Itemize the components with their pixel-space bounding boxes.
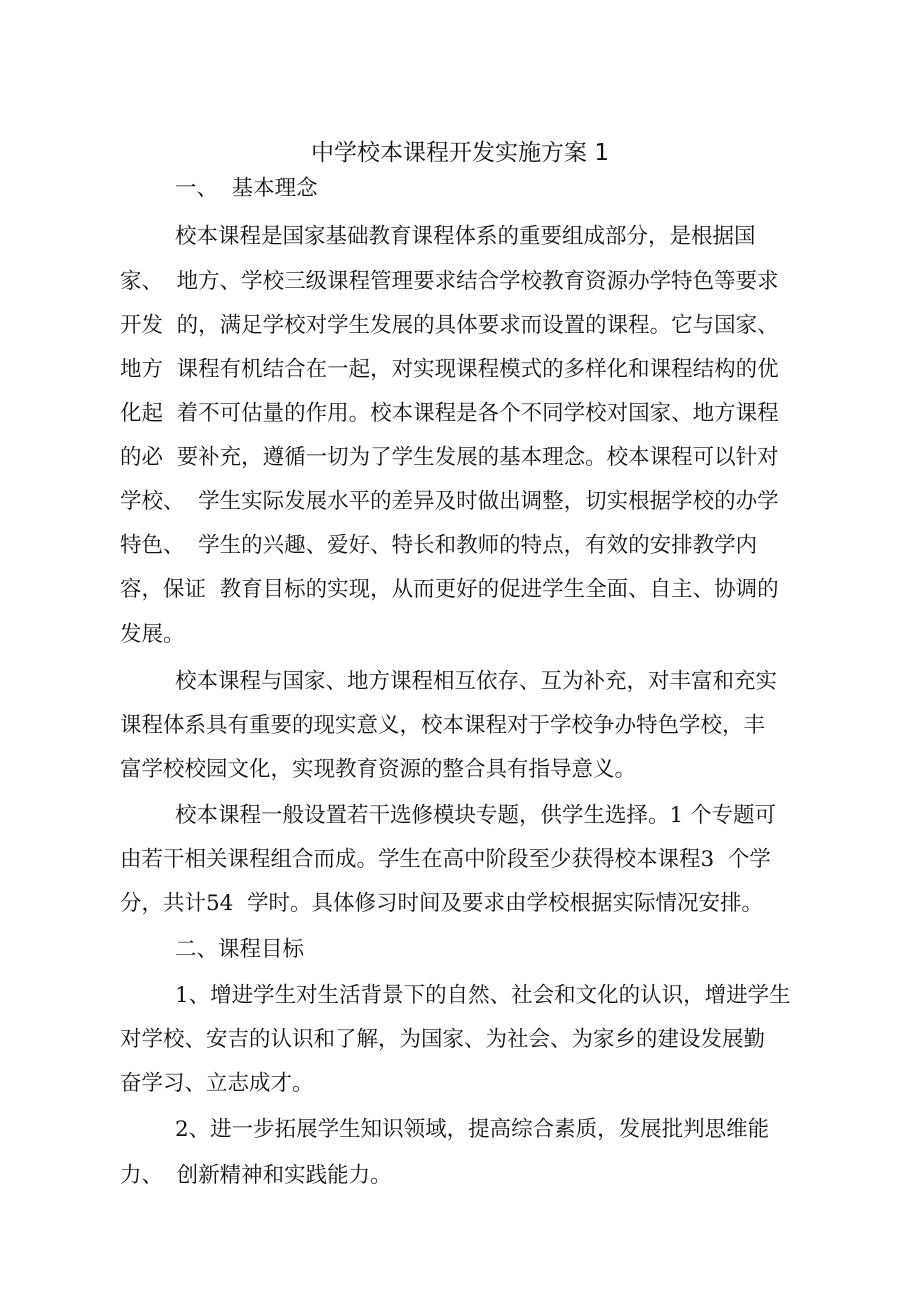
text-line: 校本课程与国家、地方课程相互依存、互为补充，对丰富和充实: [175, 669, 778, 694]
text-line: 地方 课程有机结合在一起，对实现课程模式的多样化和课程结构的优: [120, 357, 779, 382]
text-line: 的必 要补充，遵循一切为了学生发展的基本理念。校本课程可以针对: [120, 445, 779, 470]
text-line: 特色、 学生的兴趣、爱好、特长和教师的特点，有效的安排教学内: [120, 533, 758, 558]
text-line: 1、增进学生对生活背景下的自然、社会和文化的认识，增进学生: [175, 983, 791, 1008]
text-line: 开发 的，满足学校对学生发展的具体要求而设置的课程。它与国家、: [120, 313, 779, 338]
text-line: 容，保证 教育目标的实现，从而更好的促进学生全面、自主、协调的: [120, 577, 779, 602]
text-line: 分，共计54 学时。具体修习时间及要求由学校根据实际情况安排。: [120, 891, 764, 916]
text-line: 富学校校园文化，实现教育资源的整合具有指导意义。: [120, 757, 637, 782]
text-line: 奋学习、立志成才。: [120, 1071, 314, 1096]
text-line: 对学校、安吉的认识和了解，为国家、为社会、为家乡的建设发展勤: [120, 1027, 766, 1052]
text-line: 校本课程一般设置若干选修模块专题，供学生选择。1 个专题可: [175, 803, 777, 828]
text-line: 学校、 学生实际发展水平的差异及时做出调整，切实根据学校的办学: [120, 489, 779, 514]
document-title: 中学校本课程开发实施方案 1: [311, 140, 609, 166]
text-line: 校本课程是国家基础教育课程体系的重要组成部分，是根据国: [175, 224, 756, 249]
text-line: 二、课程目标: [175, 937, 305, 962]
text-line: 一、 基本理念: [175, 176, 318, 201]
text-line: 家、 地方、学校三级课程管理要求结合学校教育资源办学特色等要求: [120, 269, 779, 294]
text-line: 2、进一步拓展学生知识领域，提高综合素质，发展批判思维能: [175, 1117, 770, 1142]
text-line: 化起 着不可估量的作用。校本课程是各个不同学校对国家、地方课程: [120, 401, 779, 426]
text-line: 发展。: [120, 622, 185, 647]
text-line: 力、 创新精神和实践能力。: [120, 1163, 392, 1188]
text-line: 由若干相关课程组合而成。学生在高中阶段至少获得校本课程3 个学: [120, 847, 771, 872]
text-line: 课程体系具有重要的现实意义，校本课程对于学校争办特色学校，丰: [120, 713, 766, 738]
